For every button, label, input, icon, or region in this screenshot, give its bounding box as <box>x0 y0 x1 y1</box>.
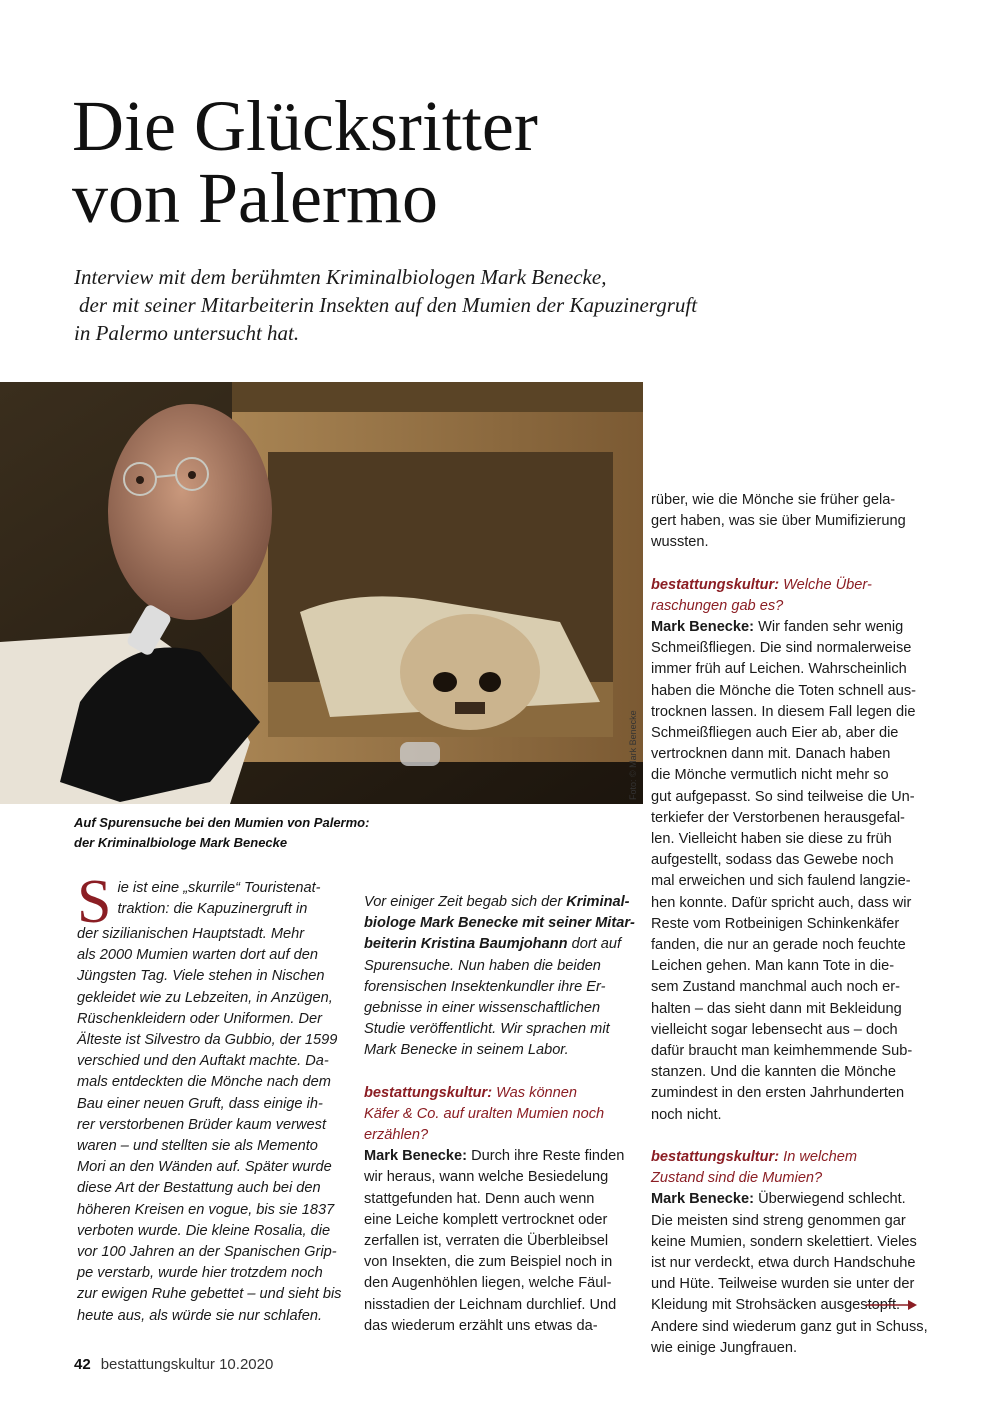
c1-line: Bau einer neuen Gruft, dass einige ih- <box>77 1095 323 1112</box>
question-3 <box>651 1147 921 1189</box>
c1-line: ie ist eine „skurrile“ Touristenat- <box>117 880 321 896</box>
c1-line: verschied und den Auftakt machte. Da- <box>77 1053 329 1070</box>
answer-line <box>651 617 921 638</box>
caption-line-1: Auf Spurensuche bei den Mumien von Palermo: <box>74 815 370 830</box>
answer-line: haben die Mönche die Toten schnell aus- <box>651 682 917 699</box>
c1-line: mals entdeckten die Mönche nach dem <box>77 1074 331 1091</box>
answer-line: vertrocknen dann mit. Danach haben <box>651 746 891 763</box>
answer-line: stanzen. Und die kannten die Mönche <box>651 1064 897 1081</box>
speaker-label: Mark Benecke: <box>651 619 755 636</box>
answer-line: dafür braucht man keimhemmende Sub- <box>651 1043 913 1060</box>
c1-line: als 2000 Mumien warten dort auf den <box>77 947 318 964</box>
title-line-1: Die Glücksritter <box>72 86 538 166</box>
answer-text: Wir fanden sehr wenig <box>754 619 904 636</box>
subtitle-line-1: Interview mit dem berühmten Kriminalbiologen Mark Benecke, <box>74 265 607 289</box>
answer-line: Kleidung mit Strohsäcken ausgestopft. <box>651 1297 901 1314</box>
question-line <box>364 1083 630 1104</box>
answer-line <box>364 1146 630 1167</box>
answer-line: gert haben, was sie über Mumifizierung <box>651 513 906 530</box>
c1-line: pe verstarb, wurde hier trotzdem noch <box>77 1265 323 1282</box>
answer-3 <box>651 1189 928 1359</box>
answer-line: len. Vielleicht haben sie diese zu früh <box>651 831 892 848</box>
intro-line <box>364 934 630 955</box>
speaker-label: Mark Benecke: <box>651 1191 755 1208</box>
title-line-2: von Palermo <box>72 158 438 238</box>
speaker-label: Mark Benecke: <box>364 1148 468 1165</box>
question-text: Was können <box>492 1084 578 1101</box>
answer-line: stattgefunden hat. Denn auch wenn <box>364 1190 595 1207</box>
answer-line: Reste vom Rotbeinigen Schinkenkäfer <box>651 915 900 932</box>
intro-line: gebnisse in einer wissenschaftlichen <box>364 1000 601 1017</box>
answer-line: Schmeißfliegen auch Eier ab, aber die <box>651 725 899 742</box>
answer-line: terkiefer der Verstorbenen herausgefal- <box>651 809 905 826</box>
answer-text: Durch ihre Reste finden <box>467 1148 625 1165</box>
intro-text: Vor einiger Zeit begab sich der <box>364 894 567 910</box>
intro-line: Mark Benecke in seinem Labor. <box>364 1042 569 1059</box>
subtitle-line-3: in Palermo untersucht hat. <box>74 320 300 345</box>
c1-line: zur ewigen Ruhe gebettet – und sieht bis <box>77 1286 342 1303</box>
question-text: In welchem <box>779 1148 857 1165</box>
question-1 <box>364 1083 630 1147</box>
c1-line: gekleidet wie zu Lebzeiten, in Anzügen, <box>77 989 333 1006</box>
c1-line: rer verstorbenen Brüder kaum verwest <box>77 1116 327 1133</box>
c1-line: heute aus, als würde sie nur schlafen. <box>77 1307 322 1324</box>
answer-line: sem Zustand manchmal auch noch er- <box>651 979 901 996</box>
interviewer-label: bestattungskultur: <box>364 1084 493 1101</box>
answer-line: zerfallen ist, verraten die Überbleibsel <box>364 1233 609 1250</box>
page-footer <box>74 1356 273 1373</box>
answer-line: mal erweichen und sich faulend langzie- <box>651 873 911 890</box>
photo-credit: Foto: © Mark Benecke <box>628 710 638 800</box>
answer-line: eine Leiche komplett vertrocknet oder <box>364 1211 608 1228</box>
c1-line: Jüngsten Tag. Viele stehen in Nischen <box>77 968 325 985</box>
answer-line: wir heraus, wann welche Besiedelung <box>364 1169 609 1186</box>
answer-line: Schmeißfliegen. Die sind normalerweise <box>651 640 912 657</box>
intro-text: dort auf <box>567 936 622 953</box>
article-subtitle <box>74 264 934 348</box>
answer-1 <box>364 1146 630 1337</box>
c1-line: waren – und stellten sie als Memento <box>77 1138 318 1155</box>
answer-line: gut aufgepasst. So sind teilweise die Un- <box>651 788 915 805</box>
answer-2 <box>651 617 921 1126</box>
c1-line: vor 100 Jahren an der Spanischen Grip- <box>77 1244 337 1261</box>
c1-line: der sizilianischen Hauptstadt. Mehr <box>77 926 305 942</box>
answer-line: wussten. <box>651 534 709 551</box>
answer-line: die Mönche vermutlich nicht mehr so <box>651 767 889 784</box>
answer-line: halten – das sieht dann mit Bekleidung <box>651 1000 902 1017</box>
answer-line: zumindest in den ersten Jahrhunderten <box>651 1085 905 1102</box>
intro-line: Studie veröffentlicht. Wir sprachen mit <box>364 1021 610 1038</box>
question-line: Käfer & Co. auf uralten Mumien noch <box>364 1105 605 1122</box>
subtitle-line-2: der mit seiner Mitarbeiterin Insekten auf den Mumien der Kapuzinergruft <box>79 292 698 317</box>
answer-line: das wiederum erzählt uns etwas da- <box>364 1317 598 1334</box>
c1-line: verboten wurde. Die kleine Rosalia, die <box>77 1222 331 1239</box>
intro-line: Spurensuche. Nun haben die beiden <box>364 957 601 974</box>
publication-name: bestattungskultur 10.2020 <box>100 1356 274 1373</box>
column-2 <box>364 892 635 1337</box>
intro-bold: Kriminal- <box>566 894 630 910</box>
answer-text: Überwiegend schlecht. <box>754 1191 906 1208</box>
arrow-right-icon <box>866 1298 918 1312</box>
answer-line: ist nur verdeckt, etwa durch Handschuhe <box>651 1254 916 1271</box>
c1-line: diese Art der Bestattung auch bei den <box>77 1180 321 1197</box>
c1-line: Rüschenkleidern oder Uniformen. Der <box>77 1010 322 1027</box>
interviewer-label: bestattungskultur: <box>651 576 780 593</box>
question-line <box>651 1147 921 1168</box>
answer-line: hen konnte. Dafür spricht auch, dass wir <box>651 894 912 911</box>
column-1 <box>77 868 342 1327</box>
answer-line: nisstadien der Leichnam durchlief. Und <box>364 1296 617 1313</box>
answer-line: rüber, wie die Mönche sie früher gela- <box>651 492 896 508</box>
intro-line <box>364 892 630 913</box>
page-number: 42 <box>74 1356 91 1373</box>
answer-line: keine Mumien, sondern skelettiert. Vieles <box>651 1233 917 1250</box>
answer-line: und Hüte. Teilweise wurden sie unter der <box>651 1276 915 1293</box>
answer-line: Leichen gehen. Man kann Tote in die- <box>651 958 895 975</box>
answer-line: trocknen lassen. In diesem Fall legen die <box>651 703 916 720</box>
intro-line: forensischen Insektenkundler ihre Er- <box>364 978 606 995</box>
question-line: erzählen? <box>364 1127 429 1144</box>
dropcap: S <box>77 868 112 936</box>
intro-bold: biologe Mark Benecke mit seiner Mitar- <box>364 915 635 932</box>
intro-paragraph <box>364 892 635 1062</box>
question-line: raschungen gab es? <box>651 597 784 614</box>
c1-line: höheren Kreisen en vogue, bis sie 1837 <box>77 1201 335 1218</box>
question-2 <box>651 575 921 617</box>
answer-line: immer früh auf Leichen. Wahrscheinlich <box>651 661 907 678</box>
question-text: Welche Über- <box>779 576 872 593</box>
answer-line: wie einige Jungfrauen. <box>651 1339 798 1356</box>
answer-line <box>651 1189 921 1210</box>
photo-illustration <box>0 382 643 804</box>
answer-line: den Augenhöhlen liegen, welche Fäul- <box>364 1275 612 1292</box>
intro-line <box>364 913 635 934</box>
column-3 <box>651 490 928 1359</box>
interviewer-label: bestattungskultur: <box>651 1148 780 1165</box>
answer-line: noch nicht. <box>651 1106 722 1123</box>
answer-line: Andere sind wiederum ganz gut in Schuss, <box>651 1318 928 1335</box>
c1-line: traktion: die Kapuzinergruft in <box>117 901 308 918</box>
caption-line-2: der Kriminalbiologe Mark Benecke <box>74 834 288 850</box>
article-title <box>72 86 932 238</box>
answer-line: von Insekten, die zum Beispiel noch in <box>364 1254 613 1271</box>
question-line <box>651 575 921 596</box>
continued-answer <box>651 490 921 554</box>
intro-bold: beiterin Kristina Baumjohann <box>364 936 568 953</box>
article-photo <box>0 382 643 804</box>
answer-line: Die meisten sind streng genommen gar <box>651 1212 906 1229</box>
c1-line: Älteste ist Silvestro da Gubbio, der 1599 <box>77 1032 338 1049</box>
c1-line: Mori an den Wänden auf. Später wurde <box>77 1159 332 1176</box>
question-line: Zustand sind die Mumien? <box>651 1170 823 1187</box>
answer-line: fanden, die nur an gerade noch feuchte <box>651 937 906 954</box>
answer-line: aufgestellt, sodass das Gewebe noch <box>651 852 894 869</box>
answer-line: vielleicht sogar lebensecht aus – doch <box>651 1021 898 1038</box>
photo-caption <box>74 813 614 852</box>
